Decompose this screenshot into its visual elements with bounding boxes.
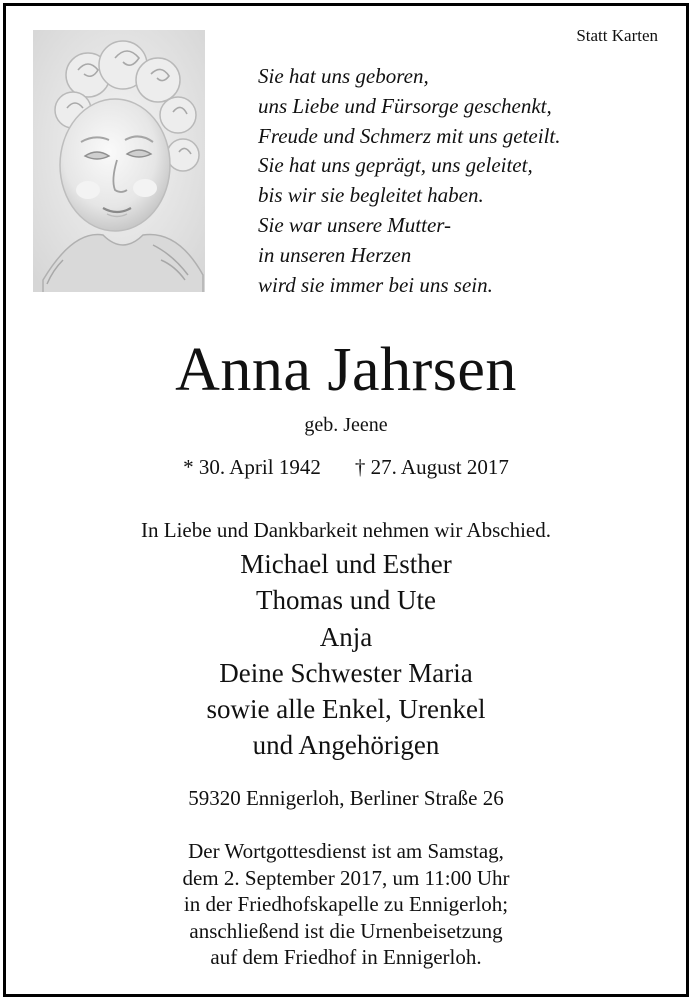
service-line: dem 2. September 2017, um 11:00 Uhr bbox=[182, 865, 510, 890]
life-dates bbox=[0, 453, 692, 481]
mourner-line: Deine Schwester Maria bbox=[219, 657, 473, 688]
poem-line: Sie war unsere Mutter- bbox=[258, 212, 452, 237]
poem-line: bis wir sie begleitet haben. bbox=[258, 183, 484, 208]
mourners-list bbox=[0, 546, 692, 764]
poem-line: Freude und Schmerz mit uns geteilt. bbox=[258, 123, 561, 148]
mourner-line: Thomas und Ute bbox=[256, 585, 436, 616]
service-line: anschließend ist die Urnenbeisetzung bbox=[189, 918, 503, 943]
farewell-line: In Liebe und Dankbarkeit nehmen wir Abschied. bbox=[141, 518, 551, 542]
angel-relief-image bbox=[33, 30, 205, 292]
address: 59320 Ennigerloh, Berliner Straße 26 bbox=[188, 786, 504, 810]
birth-name: geb. Jeene bbox=[304, 414, 388, 436]
mourner-line: und Angehörigen bbox=[252, 730, 440, 761]
death-date: † 27. August 2017 bbox=[354, 455, 509, 479]
poem-line: wird sie immer bei uns sein. bbox=[258, 272, 493, 297]
statt-karten-note: Statt Karten bbox=[576, 26, 658, 45]
mourner-line: Anja bbox=[319, 621, 373, 652]
poem-line: Sie hat uns geboren, bbox=[258, 64, 429, 88]
poem-line: uns Liebe und Fürsorge geschenkt, bbox=[258, 93, 552, 118]
poem-line: Sie hat uns geprägt, uns geleitet, bbox=[258, 153, 533, 178]
service-line: Der Wortgottesdienst ist am Samstag, bbox=[188, 839, 504, 863]
mourner-line: sowie alle Enkel, Urenkel bbox=[206, 694, 486, 725]
poem bbox=[258, 62, 561, 300]
service-info bbox=[0, 838, 692, 971]
service-line: auf dem Friedhof in Ennigerloh. bbox=[210, 945, 482, 970]
birth-date: * 30. April 1942 bbox=[183, 455, 321, 479]
mourner-line: Michael und Esther bbox=[240, 549, 452, 579]
poem-line: in unseren Herzen bbox=[258, 242, 412, 267]
deceased-name: Anna Jahrsen bbox=[175, 336, 517, 404]
service-line: in der Friedhofskapelle zu Ennigerloh; bbox=[183, 892, 509, 917]
